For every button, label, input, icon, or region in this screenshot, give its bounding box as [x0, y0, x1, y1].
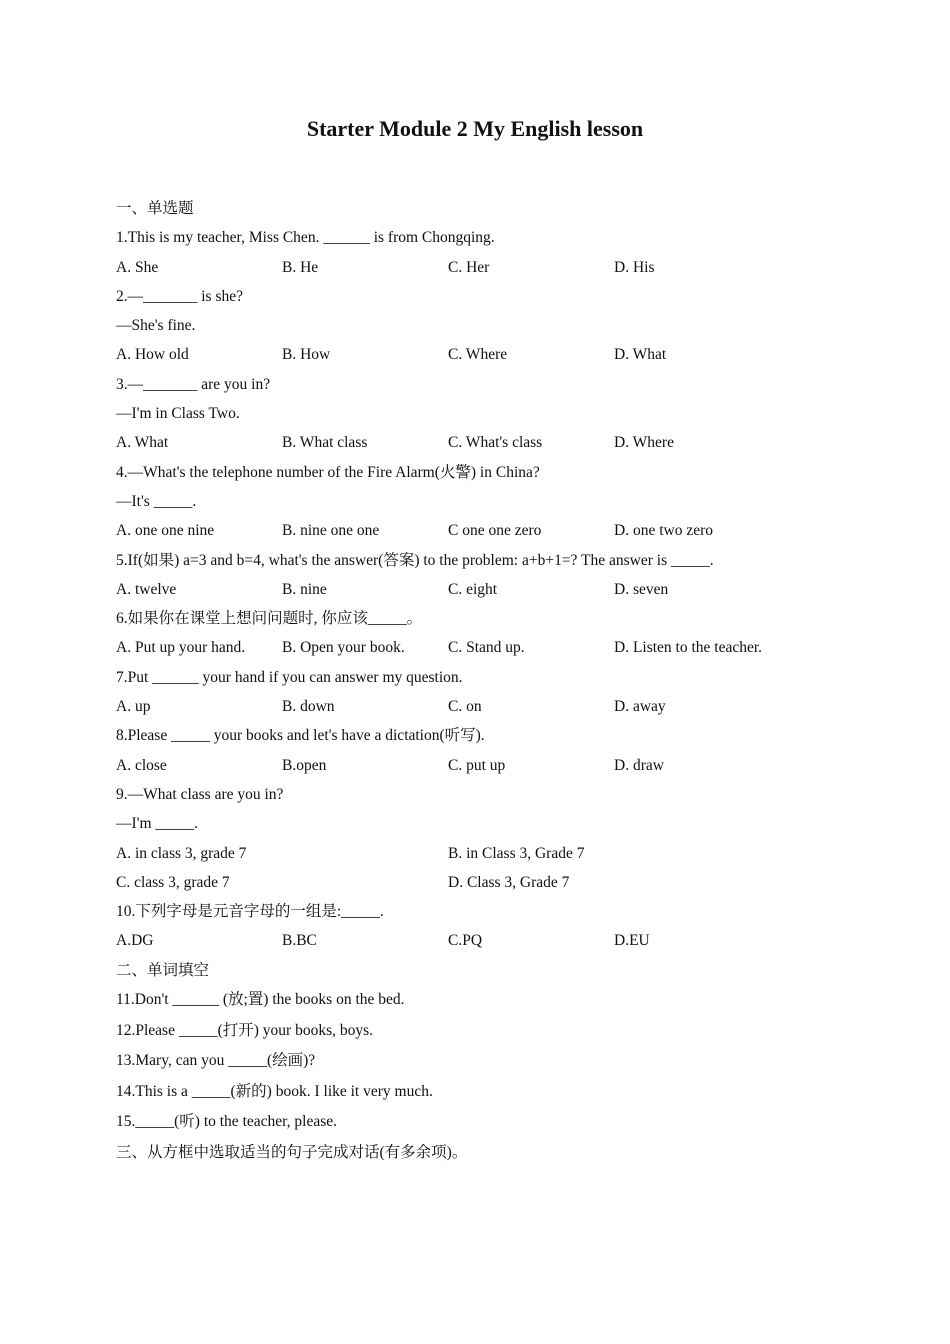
question-3-options: [116, 428, 816, 457]
question-1-option-b: B. He: [282, 258, 319, 276]
question-3-reply: —I'm in Class Two.: [116, 405, 240, 423]
question-2-option-d: D. What: [614, 346, 667, 364]
question-9-options-row-2: [116, 868, 816, 897]
question-7-option-d: D. away: [614, 698, 666, 716]
question-7-option-b: B. down: [282, 698, 335, 716]
question-4-options: [116, 516, 816, 545]
question-3-option-b: B. What class: [282, 434, 368, 452]
question-1-option-c: C. Her: [448, 258, 490, 276]
question-8-options: [116, 751, 816, 780]
question-1-option-d: D. His: [614, 258, 655, 276]
question-5-option-d: D. seven: [614, 580, 669, 598]
question-2-option-a: A. How old: [116, 346, 189, 364]
question-7-option-a: A. up: [116, 698, 151, 716]
question-3-option-c: C. What's class: [448, 434, 543, 452]
question-9-stem: 9.—What class are you in?: [116, 785, 284, 803]
section-heading-word-fill: 二、单词填空: [116, 961, 210, 979]
question-14: 14.This is a _____(新的) book. I like it very much.: [116, 1082, 433, 1100]
question-6-option-a: A. Put up your hand.: [116, 639, 246, 657]
question-9-options-row-1: [116, 839, 816, 868]
question-1-option-a: A. She: [116, 258, 159, 276]
question-7-stem: 7.Put ______ your hand if you can answer my question.: [116, 668, 463, 686]
question-5-option-b: B. nine: [282, 580, 327, 598]
question-7-options: [116, 692, 816, 721]
question-6-stem: 6.如果你在课堂上想问问题时, 你应该_____。: [116, 610, 423, 628]
question-5-option-a: A. twelve: [116, 580, 177, 598]
question-5-stem: 5.If(如果) a=3 and b=4, what's the answer(答案) to the problem: a+b+1=? The answer is _____.: [116, 551, 714, 569]
worksheet-content: [116, 194, 816, 1167]
question-12: 12.Please _____(打开) your books, boys.: [116, 1021, 374, 1039]
question-10-option-a: A.DG: [116, 932, 154, 950]
question-9-option-a: A. in class 3, grade 7: [116, 844, 247, 862]
question-2-option-b: B. How: [282, 346, 331, 364]
question-6-option-c: C. Stand up.: [448, 639, 525, 657]
question-10-options: [116, 926, 816, 955]
question-10-option-c: C.PQ: [448, 932, 483, 950]
question-4-reply: —It's _____.: [116, 492, 197, 510]
question-2-reply: —She's fine.: [116, 317, 196, 335]
question-11: 11.Don't ______ (放;置) the books on the bed.: [116, 991, 405, 1009]
question-4-stem: 4.—What's the telephone number of the Fire Alarm(火警) in China?: [116, 463, 540, 481]
question-15: 15._____(听) to the teacher, please.: [116, 1113, 338, 1131]
question-7-option-c: C. on: [448, 698, 482, 716]
question-6-options: [116, 633, 816, 662]
question-5-options: [116, 575, 816, 604]
question-4-option-b: B. nine one one: [282, 522, 380, 540]
question-9-option-d: D. Class 3, Grade 7: [448, 873, 570, 891]
question-4-option-a: A. one one nine: [116, 522, 215, 540]
question-8-option-a: A. close: [116, 756, 167, 774]
question-1-stem: 1.This is my teacher, Miss Chen. ______ is from Chongqing.: [116, 229, 495, 247]
question-10-option-b: B.BC: [282, 932, 317, 950]
question-10-stem: 10.下列字母是元音字母的一组是:_____.: [116, 903, 384, 921]
question-6-option-b: B. Open your book.: [282, 639, 405, 657]
question-8-option-c: C. put up: [448, 756, 506, 774]
question-10-option-d: D.EU: [614, 932, 650, 950]
page-title: Starter Module 2 My English lesson: [306, 116, 644, 141]
question-4-option-c: C one one zero: [448, 522, 542, 540]
question-8-option-b: B.open: [282, 756, 327, 774]
question-13: 13.Mary, can you _____(绘画)?: [116, 1052, 316, 1070]
question-1-options: [116, 253, 816, 282]
section-heading-dialogue: 三、从方框中选取适当的句子完成对话(有多余项)。: [116, 1143, 468, 1161]
question-8-option-d: D. draw: [614, 756, 664, 774]
question-3-option-a: A. What: [116, 434, 169, 452]
question-9-option-c: C. class 3, grade 7: [116, 873, 230, 891]
section-heading-single-choice: 一、单选题: [116, 200, 194, 217]
question-8-stem: 8.Please _____ your books and let's have a dictation(听写).: [116, 727, 485, 745]
question-4-option-d: D. one two zero: [614, 522, 713, 540]
question-2-option-c: C. Where: [448, 346, 508, 364]
question-5-option-c: C. eight: [448, 580, 498, 598]
question-9-reply: —I'm _____.: [116, 815, 199, 833]
question-6-option-d: D. Listen to the teacher.: [614, 639, 763, 657]
question-2-options: [116, 340, 816, 369]
question-3-stem: 3.—_______ are you in?: [116, 375, 271, 393]
question-3-option-d: D. Where: [614, 434, 674, 452]
question-2-stem: 2.—_______ is she?: [116, 287, 244, 305]
question-9-option-b: B. in Class 3, Grade 7: [448, 844, 585, 862]
